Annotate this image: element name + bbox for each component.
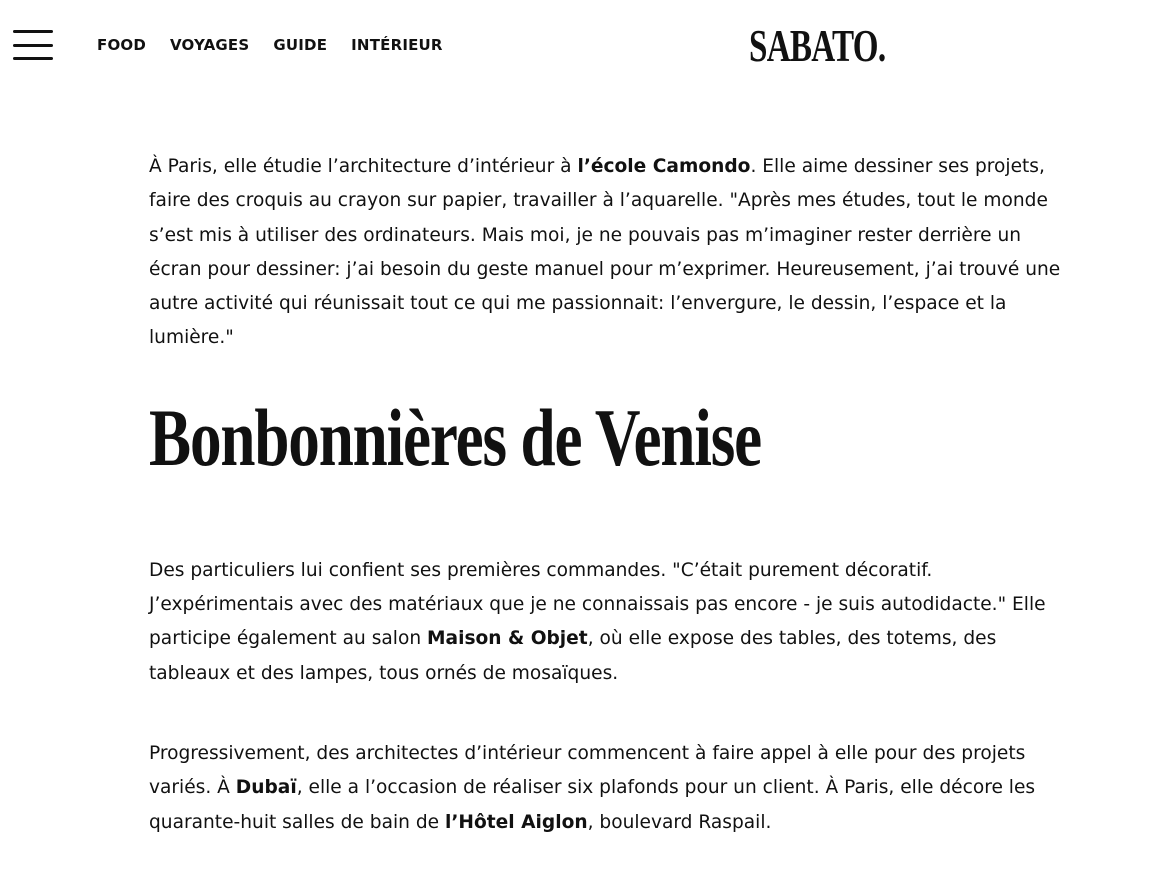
article-body — [149, 150, 1074, 840]
bold-text: l’Hôtel Aiglon — [445, 811, 588, 833]
bold-text: Dubaï — [235, 777, 297, 799]
article-paragraph-3: Progressivement, des architectes d’intérieur commencent à faire appel à elle pour des projets variés. À Dubaï, elle a l’occasion de réaliser six plafonds pour un client. À Paris, elle décore les quarante-huit salles de bain de l’Hôtel Aiglon, boulevard Raspail. — [149, 742, 1036, 833]
hamburger-menu-icon[interactable] — [13, 29, 53, 61]
nav-item-guide[interactable]: GUIDE — [273, 36, 328, 54]
bold-text: l’école Camondo — [577, 156, 751, 177]
bold-text: Maison & Objet — [427, 628, 588, 650]
nav-item-interieur[interactable]: INTÉRIEUR — [351, 36, 443, 54]
section-heading: Bonbonnières de Venise — [149, 391, 762, 483]
article-paragraph-2: Des particuliers lui confient ses premières commandes. "C’était purement décoratif. J’expérimentais avec des matériaux que je ne connaissais pas encore - je suis autodidacte." Elle participe également au salon Maison & Objet, où elle expose des tables, des totems, des tableaux et des lampes, tous ornés de mosaïques. — [149, 559, 1046, 684]
site-logo[interactable]: SABATO. — [749, 20, 886, 71]
site-header — [0, 0, 1152, 92]
main-nav — [97, 35, 467, 55]
nav-item-food[interactable]: FOOD — [97, 36, 147, 54]
article-paragraph-1: À Paris, elle étudie l’architecture d’intérieur à l’école Camondo. Elle aime dessiner ses projets, faire des croquis au crayon sur papier, travailler à l’aquarelle. "Après mes études, tout le monde s’est mis à utiliser des ordinateurs. Mais moi, je ne pouvais pas m’imaginer rester derrière un écran pour dessiner: j’ai besoin du geste manuel pour m’exprimer. Heureusement, j’ai trouvé une autre activité qui réunissait tout ce qui me passionnait: l’envergure, le dessin, l’espace et la lumière." — [149, 156, 1061, 349]
nav-item-voyages[interactable]: VOYAGES — [170, 36, 250, 54]
